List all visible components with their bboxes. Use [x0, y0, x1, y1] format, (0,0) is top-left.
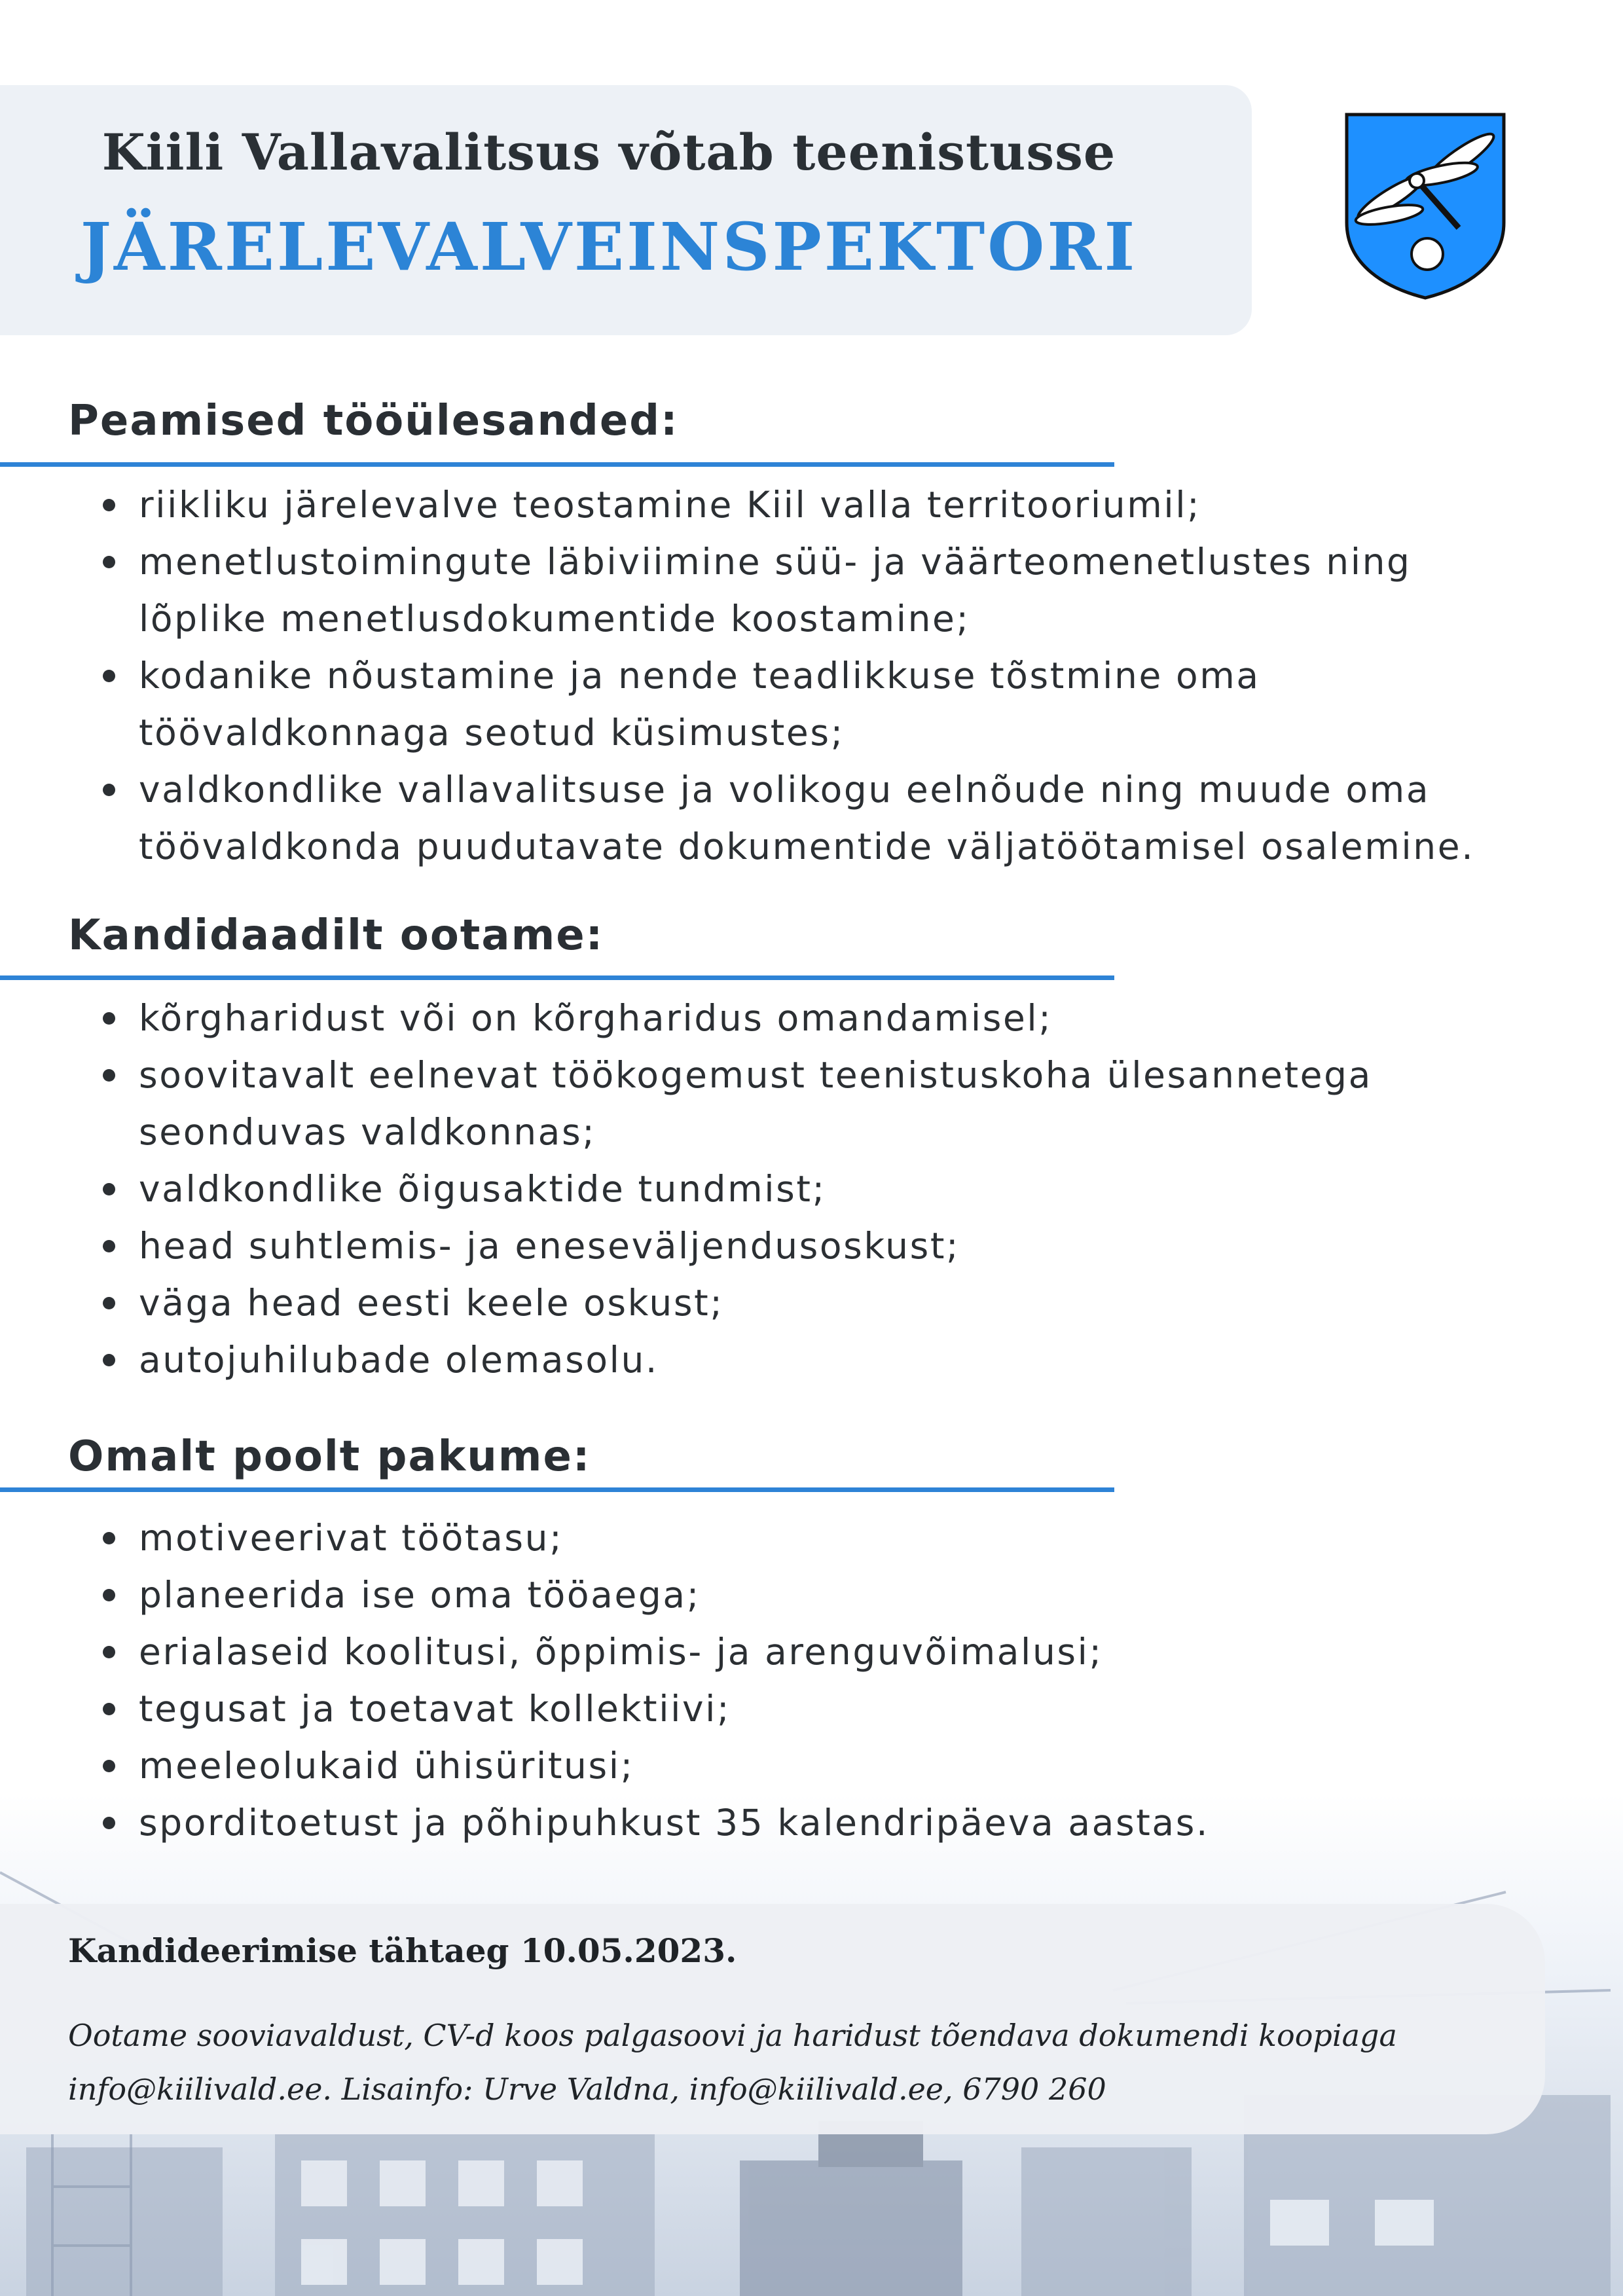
dragonfly-coat-of-arms-icon — [1343, 111, 1507, 301]
offer-list — [98, 1510, 1506, 1851]
header-subtitle: Kiili Vallavalitsus võtab teenistusse — [101, 123, 1116, 181]
list-item: riikliku järelevalve teostamine Kiil valla territooriumil; — [98, 477, 1506, 534]
section-divider — [0, 462, 1114, 467]
application-instructions: Ootame sooviavaldust, CV-d koos palgasoovi ja haridust tõendava dokumendi koopiaga info@kiilivald.ee. Lisainfo: Urve Valdna, info@kiilivald.ee, 6790 260 — [68, 2018, 1397, 2107]
list-item: kõrgharidust või on kõrgharidus omandamisel; — [98, 990, 1506, 1047]
task-list — [98, 477, 1506, 875]
section-divider — [0, 975, 1114, 980]
job-title: JÄRELEVALVEINSPEKTORI — [80, 208, 1138, 285]
requirement-list — [98, 990, 1506, 1389]
list-item: valdkondlike õigusaktide tundmist; — [98, 1161, 1506, 1218]
section-title-tasks: Peamised tööülesanded: — [68, 397, 679, 445]
list-item: kodanike nõustamine ja nende teadlikkuse tõstmine oma töövaldkonnaga seotud küsimustes; — [98, 647, 1506, 761]
section-title-requirements: Kandidaadilt ootame: — [68, 911, 604, 960]
list-item: väga head eesti keele oskust; — [98, 1275, 1506, 1332]
list-item: head suhtlemis- ja eneseväljendusoskust; — [98, 1218, 1506, 1275]
section-title-offer: Omalt poolt pakume: — [68, 1432, 591, 1481]
list-item: meeleolukaid ühisüritusi; — [98, 1738, 1506, 1795]
list-item: erialaseid koolitusi, õppimis- ja arenguvõimalusi; — [98, 1624, 1506, 1681]
application-deadline: Kandideerimise tähtaeg 10.05.2023. — [68, 1931, 737, 1970]
list-item: soovitavalt eelnevat töökogemust teenistuskoha ülesannetega seonduvas valdkonnas; — [98, 1047, 1506, 1161]
list-item: menetlustoimingute läbiviimine süü- ja väärteomenetlustes ning lõplike menetlusdokumentide koostamine; — [98, 534, 1506, 647]
list-item: tegusat ja toetavat kollektiivi; — [98, 1681, 1506, 1738]
list-item: planeerida ise oma tööaega; — [98, 1567, 1506, 1624]
list-item: sporditoetust ja põhipuhkust 35 kalendripäeva aastas. — [98, 1795, 1506, 1851]
list-item: valdkondlike vallavalitsuse ja volikogu eelnõude ning muude oma töövaldkonda puudutavate dokumentide väljatöötamisel osalemine. — [98, 761, 1506, 875]
section-divider — [0, 1487, 1114, 1492]
list-item: autojuhilubade olemasolu. — [98, 1332, 1506, 1389]
list-item: motiveerivat töötasu; — [98, 1510, 1506, 1567]
